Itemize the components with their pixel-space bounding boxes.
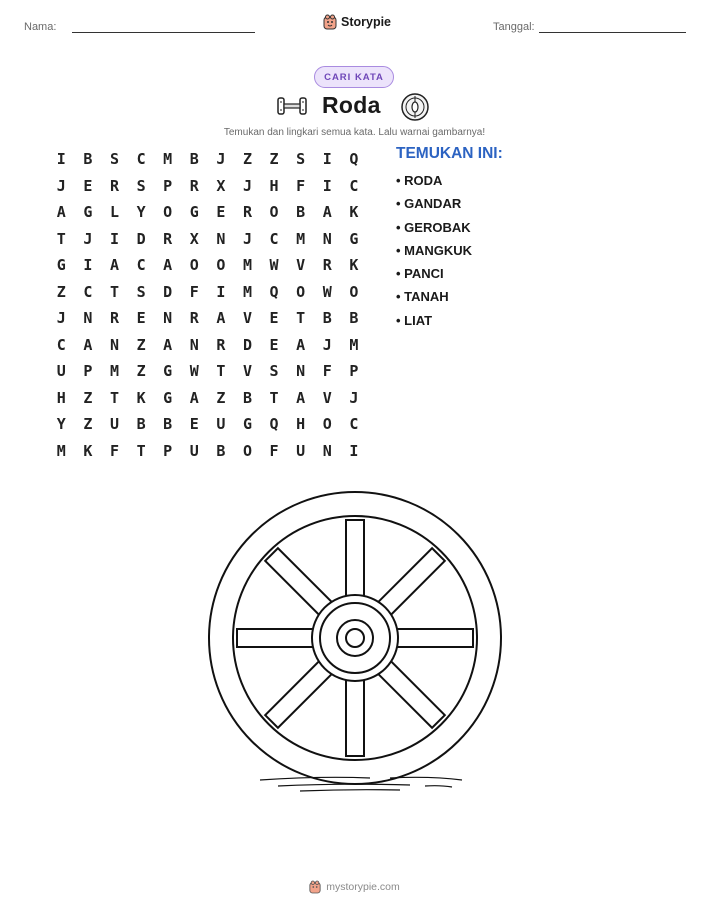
grid-letter: U (189, 441, 199, 460)
find-word: • LIAT (396, 312, 433, 328)
grid-letter: V (242, 309, 252, 328)
find-word: • GANDAR (396, 196, 462, 212)
grid-letter: Z (269, 150, 279, 169)
grid-letter: B (136, 415, 146, 434)
grid-letter: H (269, 176, 279, 195)
grid-letter: V (242, 362, 252, 381)
grid-letter: F (189, 282, 199, 301)
grid-letter: A (216, 309, 226, 328)
grid-letter: G (83, 203, 93, 222)
grid-letter: I (56, 150, 66, 169)
grid-letter: B (296, 203, 306, 222)
grid-letter: O (163, 203, 173, 222)
grid-letter: C (349, 415, 359, 434)
grid-letter: M (56, 441, 66, 460)
grid-letter: Z (216, 388, 226, 407)
grid-letter: E (136, 309, 146, 328)
wheel-icon (400, 92, 430, 122)
grid-letter: S (109, 150, 119, 169)
grid-letter: B (83, 150, 93, 169)
find-word: • PANCI (396, 266, 444, 282)
grid-letter: J (216, 150, 226, 169)
grid-letter: Q (269, 282, 279, 301)
grid-letter: F (109, 441, 119, 460)
grid-letter: Y (136, 203, 146, 222)
grid-letter: T (216, 362, 226, 381)
grid-letter: N (163, 309, 173, 328)
footer (0, 880, 709, 894)
date-label: Tanggal: (493, 21, 535, 33)
axle-icon (276, 94, 308, 118)
grid-letter: O (349, 282, 359, 301)
grid-letter: T (109, 388, 119, 407)
grid-letter: P (163, 176, 173, 195)
grid-letter: X (189, 229, 199, 248)
grid-letter: W (322, 282, 332, 301)
grid-letter: R (322, 256, 332, 275)
grid-letter: Y (56, 415, 66, 434)
grid-letter: Z (136, 362, 146, 381)
grid-letter: Z (56, 282, 66, 301)
grid-letter: F (296, 176, 306, 195)
grid-letter: Z (83, 388, 93, 407)
grid-letter: H (56, 388, 66, 407)
grid-letter: U (56, 362, 66, 381)
grid-letter: T (296, 309, 306, 328)
grid-letter: Z (136, 335, 146, 354)
grid-letter: A (83, 335, 93, 354)
grid-letter: A (163, 256, 173, 275)
grid-letter: F (322, 362, 332, 381)
word-search-grid (48, 146, 367, 464)
brand-name: Storypie (341, 15, 392, 29)
grid-letter: O (189, 256, 199, 275)
grid-letter: N (216, 229, 226, 248)
grid-letter: X (216, 176, 226, 195)
grid-letter: B (189, 150, 199, 169)
grid-letter: C (83, 282, 93, 301)
grid-letter: C (349, 176, 359, 195)
grid-letter: B (216, 441, 226, 460)
grid-letter: J (322, 335, 332, 354)
grid-letter: J (56, 176, 66, 195)
footer-url: mystorypie.com (326, 881, 400, 893)
grid-letter: A (109, 256, 119, 275)
grid-letter: R (242, 203, 252, 222)
grid-letter: N (322, 441, 332, 460)
grid-letter: J (83, 229, 93, 248)
grid-letter: O (322, 415, 332, 434)
brand-logo (323, 14, 391, 30)
grid-letter: P (83, 362, 93, 381)
grid-letter: N (322, 229, 332, 248)
grid-letter: N (296, 362, 306, 381)
grid-letter: M (296, 229, 306, 248)
grid-letter: O (296, 282, 306, 301)
grid-letter: D (136, 229, 146, 248)
grid-letter: G (242, 415, 252, 434)
find-word: • MANGKUK (396, 242, 473, 258)
grid-letter: B (242, 388, 252, 407)
grid-letter: M (242, 256, 252, 275)
grid-letter: W (269, 256, 279, 275)
grid-letter: J (242, 176, 252, 195)
find-word: • GEROBAK (396, 219, 471, 235)
grid-letter: E (216, 203, 226, 222)
grid-letter: S (269, 362, 279, 381)
grid-letter: K (136, 388, 146, 407)
grid-letter: W (189, 362, 199, 381)
grid-letter: T (136, 441, 146, 460)
grid-letter: A (163, 335, 173, 354)
grid-letter: B (349, 309, 359, 328)
grid-letter: R (189, 309, 199, 328)
grid-letter: N (83, 309, 93, 328)
grid-letter: O (242, 441, 252, 460)
grid-letter: A (322, 203, 332, 222)
name-label: Nama: (24, 21, 57, 33)
grid-letter: Q (349, 150, 359, 169)
grid-letter: I (322, 150, 332, 169)
grid-letter: V (296, 256, 306, 275)
grid-letter: I (216, 282, 226, 301)
grid-letter: I (322, 176, 332, 195)
grid-letter: R (163, 229, 173, 248)
grid-letter: L (109, 203, 119, 222)
grid-letter: A (56, 203, 66, 222)
find-word: • RODA (396, 173, 443, 188)
name-line (72, 32, 255, 33)
grid-letter: I (83, 256, 93, 275)
grid-letter: S (136, 282, 146, 301)
grid-letter: A (296, 388, 306, 407)
grid-letter: J (56, 309, 66, 328)
page-title: Roda (322, 92, 381, 118)
grid-letter: G (349, 229, 359, 248)
grid-letter: G (56, 256, 66, 275)
grid-letter: D (242, 335, 252, 354)
grid-letter: S (296, 150, 306, 169)
grid-letter: M (163, 150, 173, 169)
grid-letter: B (163, 415, 173, 434)
grid-letter: A (296, 335, 306, 354)
find-word-list (396, 171, 472, 334)
grid-letter: F (269, 441, 279, 460)
grid-letter: H (296, 415, 306, 434)
grid-letter: O (216, 256, 226, 275)
find-word: • TANAH (396, 289, 449, 305)
grid-letter: R (189, 176, 199, 195)
grid-letter: G (163, 362, 173, 381)
worksheet-type-badge: CARI KATA (314, 66, 394, 88)
grid-letter: U (296, 441, 306, 460)
grid-letter: T (109, 282, 119, 301)
grid-letter: K (349, 256, 359, 275)
grid-letter: M (242, 282, 252, 301)
grid-letter: N (189, 335, 199, 354)
grid-letter: G (189, 203, 199, 222)
grid-letter: G (163, 388, 173, 407)
grid-letter: C (136, 256, 146, 275)
grid-letter: C (269, 229, 279, 248)
grid-letter: P (163, 441, 173, 460)
grid-letter: D (163, 282, 173, 301)
find-list-title: TEMUKAN INI: (396, 145, 503, 162)
grid-letter: J (349, 388, 359, 407)
grid-letter: I (349, 441, 359, 460)
grid-letter: O (269, 203, 279, 222)
grid-letter: R (109, 309, 119, 328)
grid-letter: T (56, 229, 66, 248)
grid-letter: R (109, 176, 119, 195)
grid-letter: M (349, 335, 359, 354)
grid-letter: K (83, 441, 93, 460)
grid-letter: U (216, 415, 226, 434)
grid-letter: R (216, 335, 226, 354)
storypie-logo-icon (309, 880, 321, 894)
grid-letter: E (269, 335, 279, 354)
storypie-logo-icon (323, 14, 337, 30)
grid-letter: C (56, 335, 66, 354)
grid-letter: N (109, 335, 119, 354)
wagon-wheel-illustration (200, 486, 510, 796)
grid-letter: A (189, 388, 199, 407)
grid-letter: Z (83, 415, 93, 434)
grid-letter: E (83, 176, 93, 195)
date-line (539, 32, 686, 33)
grid-letter: E (269, 309, 279, 328)
grid-letter: E (189, 415, 199, 434)
grid-letter: T (269, 388, 279, 407)
grid-letter: J (242, 229, 252, 248)
instructions: Temukan dan lingkari semua kata. Lalu warnai gambarnya! (223, 127, 486, 138)
grid-letter: K (349, 203, 359, 222)
grid-letter: C (136, 150, 146, 169)
grid-letter: U (109, 415, 119, 434)
grid-letter: V (322, 388, 332, 407)
grid-letter: Z (242, 150, 252, 169)
grid-letter: S (136, 176, 146, 195)
grid-letter: P (349, 362, 359, 381)
grid-letter: I (109, 229, 119, 248)
grid-letter: M (109, 362, 119, 381)
grid-letter: B (322, 309, 332, 328)
grid-letter: Q (269, 415, 279, 434)
